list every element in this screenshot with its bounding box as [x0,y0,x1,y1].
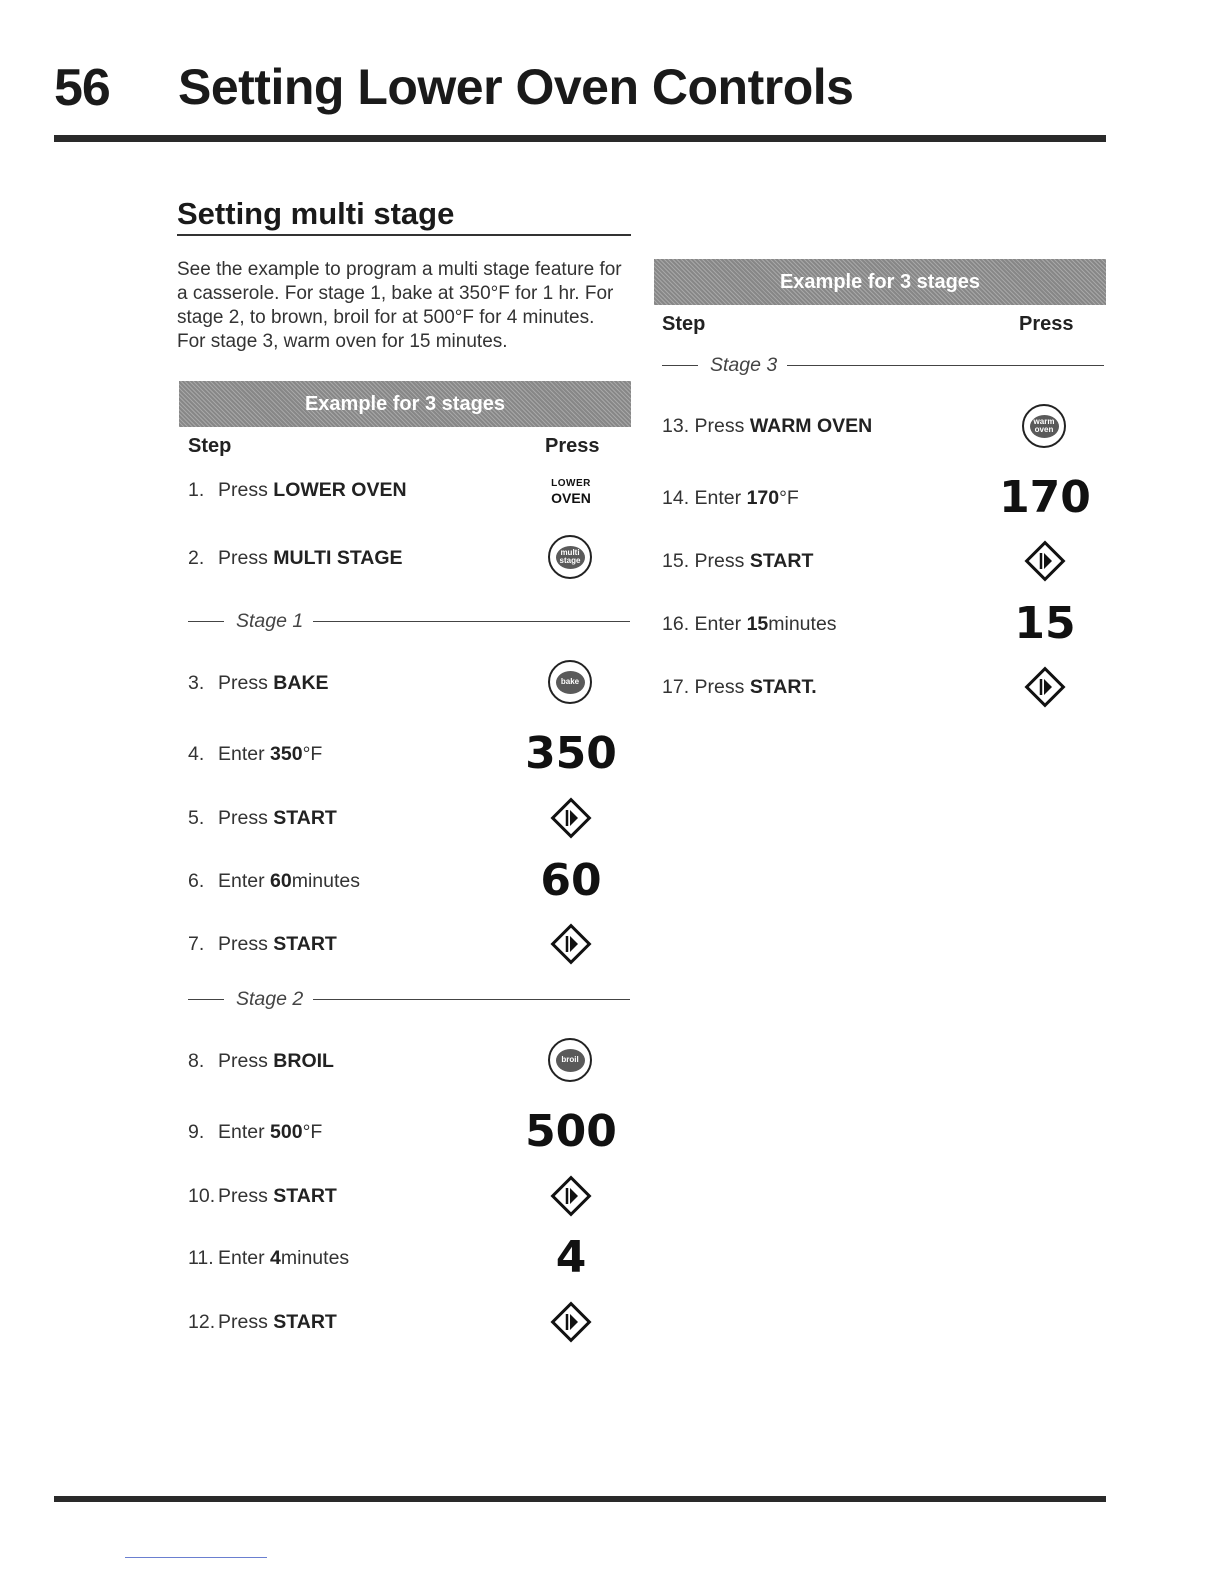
step-pre: Press [218,932,268,955]
step-num: 12. [188,1310,216,1333]
intro-paragraph: See the example to program a multi stage feature for a casserole. For stage 1, bake at 350°F for 1 hr. For stage 2, to brown, broil for at 500°F for 4 minutes. For stage 3, warm oven for 15 minutes. [177,259,622,352]
step-post: °F [302,742,323,765]
step-num: 8. [188,1049,205,1072]
step-row-3 [188,663,518,703]
step-post: minutes [280,1246,350,1269]
step-pre: Enter [218,869,265,892]
start-diamond-icon[interactable] [550,797,592,839]
stage-dash [662,365,698,366]
page-title: Setting Lower Oven Controls [178,59,854,115]
stage-label: Stage 3 [710,353,778,376]
step-row-14 [662,478,992,518]
step-bold: BAKE [273,671,329,694]
stage-3-divider [662,350,1104,380]
step-row-6 [188,861,518,901]
step-row-13 [662,406,992,446]
step-num: 15. [662,549,690,572]
stage-label: Stage 2 [236,987,304,1010]
step-num: 6. [188,869,205,892]
step-pre: Press [218,478,268,501]
step-row-4 [188,734,518,774]
step-bold: WARM OVEN [749,414,873,437]
step-bold: START [749,549,814,572]
step-row-7 [188,924,518,964]
step-bold: LOWER OVEN [273,478,407,501]
step-row-10 [188,1176,518,1216]
step-pre: Press [694,414,745,437]
section-underline [177,234,631,236]
start-diamond-icon[interactable] [550,1301,592,1343]
step-row-1 [188,470,518,510]
step-num: 2. [188,546,205,569]
step-bold: BROIL [273,1049,334,1072]
number-500: 500 [525,1106,617,1157]
step-pre: Press [218,1184,268,1207]
number-15: 15 [1014,598,1076,649]
step-num: 14. [662,486,690,509]
step-bold: 60 [270,869,292,892]
step-pre: Press [218,1310,268,1333]
multi-stage-key-label-a: multi [560,548,580,557]
bake-key-label: bake [560,677,580,686]
number-170: 170 [999,472,1091,523]
step-row-9 [188,1112,518,1152]
lower-oven-key-bottom: OVEN [551,490,591,506]
col-step-right: Step [662,313,706,335]
example-banner-right: Example for 3 stages [654,259,1106,305]
example-banner-left: Example for 3 stages [179,381,631,427]
stage-line [313,621,630,622]
step-bold: START [273,932,337,955]
step-post: °F [779,486,799,509]
step-num: 7. [188,932,205,955]
step-post: °F [302,1120,323,1143]
step-post: minutes [768,612,837,635]
step-bold: 4 [270,1246,281,1269]
step-pre: Press [218,806,268,829]
col-press-right: Press [1019,313,1074,335]
lower-oven-key[interactable] [540,474,602,508]
step-pre: Enter [694,612,742,635]
step-row-2 [188,538,518,578]
step-pre: Enter [218,1246,265,1269]
step-pre: Enter [694,486,742,509]
number-4: 4 [555,1232,587,1283]
step-bold: START. [749,675,817,698]
warm-oven-key-label-a: warm [1033,417,1055,426]
step-num: 9. [188,1120,205,1143]
step-num: 11. [188,1246,214,1269]
step-row-12 [188,1302,518,1342]
broil-key-ring [548,1038,592,1082]
step-pre: Press [694,675,745,698]
step-pre: Press [218,546,268,569]
step-row-5 [188,798,518,838]
step-pre: Press [218,671,268,694]
step-num: 1. [188,478,205,501]
col-step-left: Step [188,435,232,457]
stage-dash [188,621,224,622]
warm-oven-key-label-b: oven [1034,425,1054,434]
start-diamond-icon[interactable] [550,1175,592,1217]
bake-key-ring [548,660,592,704]
step-bold: 170 [746,486,780,509]
step-bold: START [273,806,337,829]
stage-2-divider [188,984,630,1014]
step-bold: 350 [270,742,303,765]
step-row-8 [188,1041,518,1081]
start-diamond-icon[interactable] [550,923,592,965]
broil-key[interactable] [548,1038,592,1082]
header-rule [54,135,1106,142]
page-number: 56 [54,59,110,117]
step-row-17 [662,667,992,707]
bake-key[interactable] [548,660,592,704]
step-row-11 [188,1238,518,1278]
step-pre: Press [694,549,745,572]
step-bold: 500 [270,1120,303,1143]
step-row-15 [662,541,992,581]
multi-stage-key-label-b: stage [559,556,581,565]
stage-line [787,365,1104,366]
step-pre: Enter [218,1120,265,1143]
multi-stage-key[interactable] [548,535,592,579]
warm-oven-key[interactable] [1022,404,1066,448]
start-diamond-icon[interactable] [1024,540,1066,582]
step-bold: MULTI STAGE [273,546,403,569]
step-post: minutes [291,869,361,892]
step-num: 4. [188,742,205,765]
broil-key-label: broil [561,1055,579,1064]
broil-key-face [556,1049,585,1072]
number-60: 60 [540,855,602,906]
footer-rule [54,1496,1106,1502]
step-num: 3. [188,671,205,694]
step-num: 5. [188,806,205,829]
step-num: 17. [662,675,690,698]
footer-link-line [125,1557,267,1558]
step-bold: START [273,1184,337,1207]
start-diamond-icon[interactable] [1024,666,1066,708]
step-bold: 15 [746,612,769,635]
step-pre: Press [218,1049,268,1072]
multi-stage-key-ring [548,535,592,579]
step-num: 16. [662,612,690,635]
section-heading: Setting multi stage [177,196,455,231]
step-row-16 [662,604,992,644]
col-press-left: Press [545,435,600,457]
multi-stage-key-face [556,546,585,569]
stage-dash [188,999,224,1000]
step-num: 13. [662,414,690,437]
stage-line [313,999,630,1000]
bake-key-face [556,671,585,694]
warm-oven-key-ring [1022,404,1066,448]
warm-oven-key-face [1030,415,1059,438]
step-num: 10. [188,1184,216,1207]
stage-1-divider [188,606,630,636]
lower-oven-key-top: LOWER [551,478,591,489]
number-350: 350 [525,728,617,779]
step-pre: Enter [218,742,265,765]
stage-label: Stage 1 [236,609,304,632]
step-bold: START [273,1310,337,1333]
